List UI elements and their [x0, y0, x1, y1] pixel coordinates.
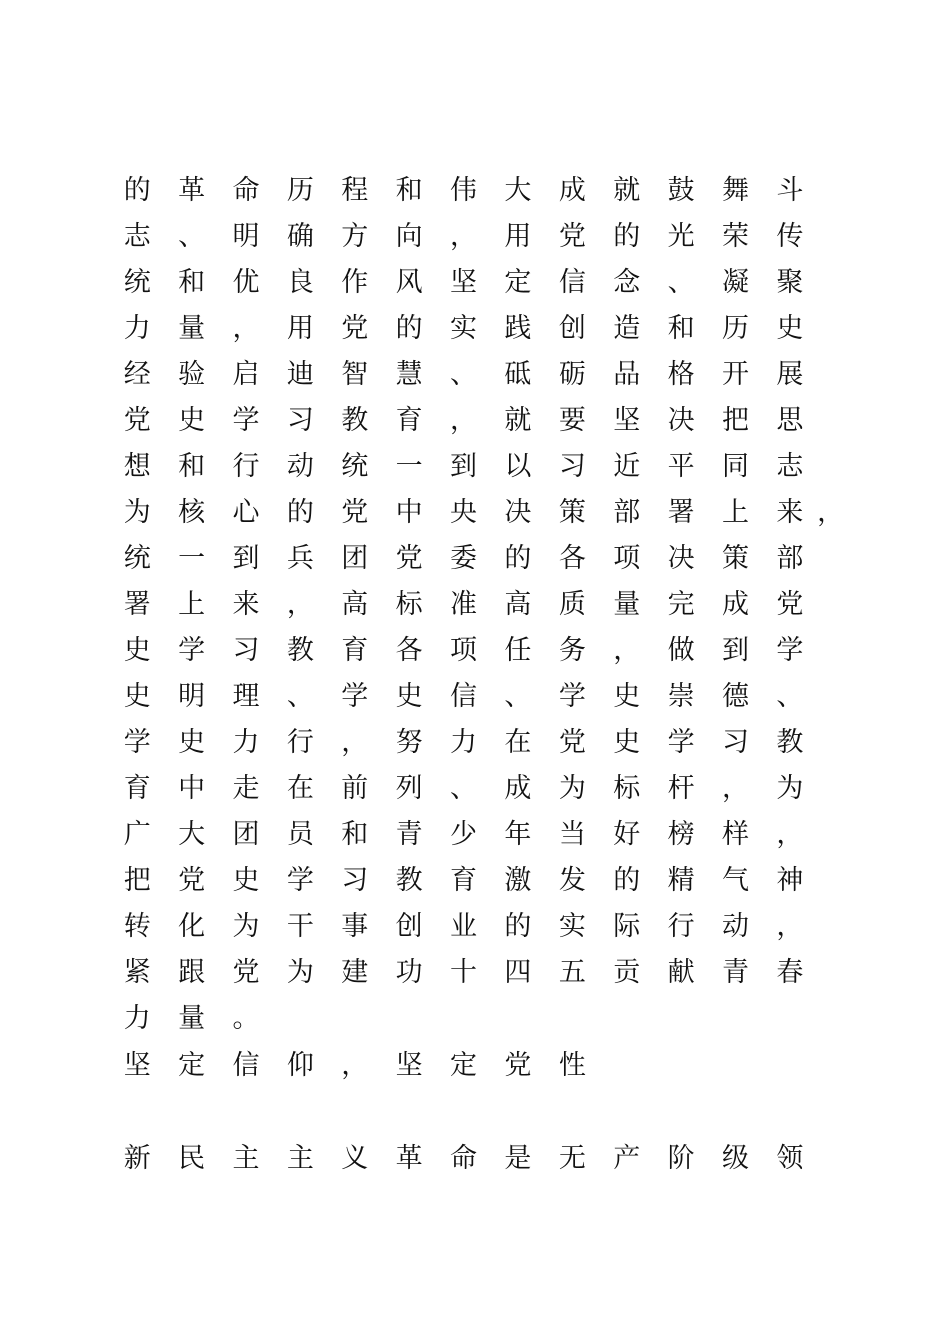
text-line: 党 史 学 习 教 育 ， 就 要 坚 决 把 思	[123, 405, 804, 436]
text-line: 志 、 明 确 方 向 ， 用 党 的 光 荣 传	[123, 221, 804, 252]
text-line: 力 量 。	[123, 1003, 260, 1034]
text-line: 转 化 为 干 事 创 业 的 实 际 行 动 ，	[123, 911, 804, 942]
section-heading: 坚 定 信 仰 ， 坚 定 党 性	[123, 1050, 586, 1081]
text-line: 史 明 理 、 学 史 信 、 学 史 崇 德 、	[123, 681, 804, 712]
text-line: 育 中 走 在 前 列 、 成 为 标 杆 ， 为	[123, 773, 804, 804]
text-line: 的 革 命 历 程 和 伟 大 成 就 鼓 舞 斗	[123, 175, 804, 206]
text-line: 经 验 启 迪 智 慧 、 砥 砺 品 格 开 展	[123, 359, 804, 390]
text-line: 署 上 来 ， 高 标 准 高 质 量 完 成 党	[123, 589, 804, 620]
text-line: 想 和 行 动 统 一 到 以 习 近 平 同 志	[123, 451, 804, 482]
text-line: 力 量 ， 用 党 的 实 践 创 造 和 历 史	[123, 313, 804, 344]
text-line: 新 民 主 主 义 革 命 是 无 产 阶 级 领	[123, 1143, 804, 1174]
text-line: 广 大 团 员 和 青 少 年 当 好 榜 样 ，	[123, 819, 804, 850]
text-line: 统 一 到 兵 团 党 委 的 各 项 决 策 部	[123, 543, 804, 574]
text-line: 学 史 力 行 ， 努 力 在 党 史 学 习 教	[123, 727, 804, 758]
text-line: 紧 跟 党 为 建 功 十 四 五 贡 献 青 春	[123, 957, 804, 988]
text-line: 为 核 心 的 党 中 央 决 策 部 署 上 来 ，	[123, 497, 845, 528]
text-line: 史 学 习 教 育 各 项 任 务 ， 做 到 学	[123, 635, 804, 666]
text-line: 统 和 优 良 作 风 坚 定 信 念 、 凝 聚	[123, 267, 804, 298]
text-line: 把 党 史 学 习 教 育 激 发 的 精 气 神	[123, 865, 804, 896]
